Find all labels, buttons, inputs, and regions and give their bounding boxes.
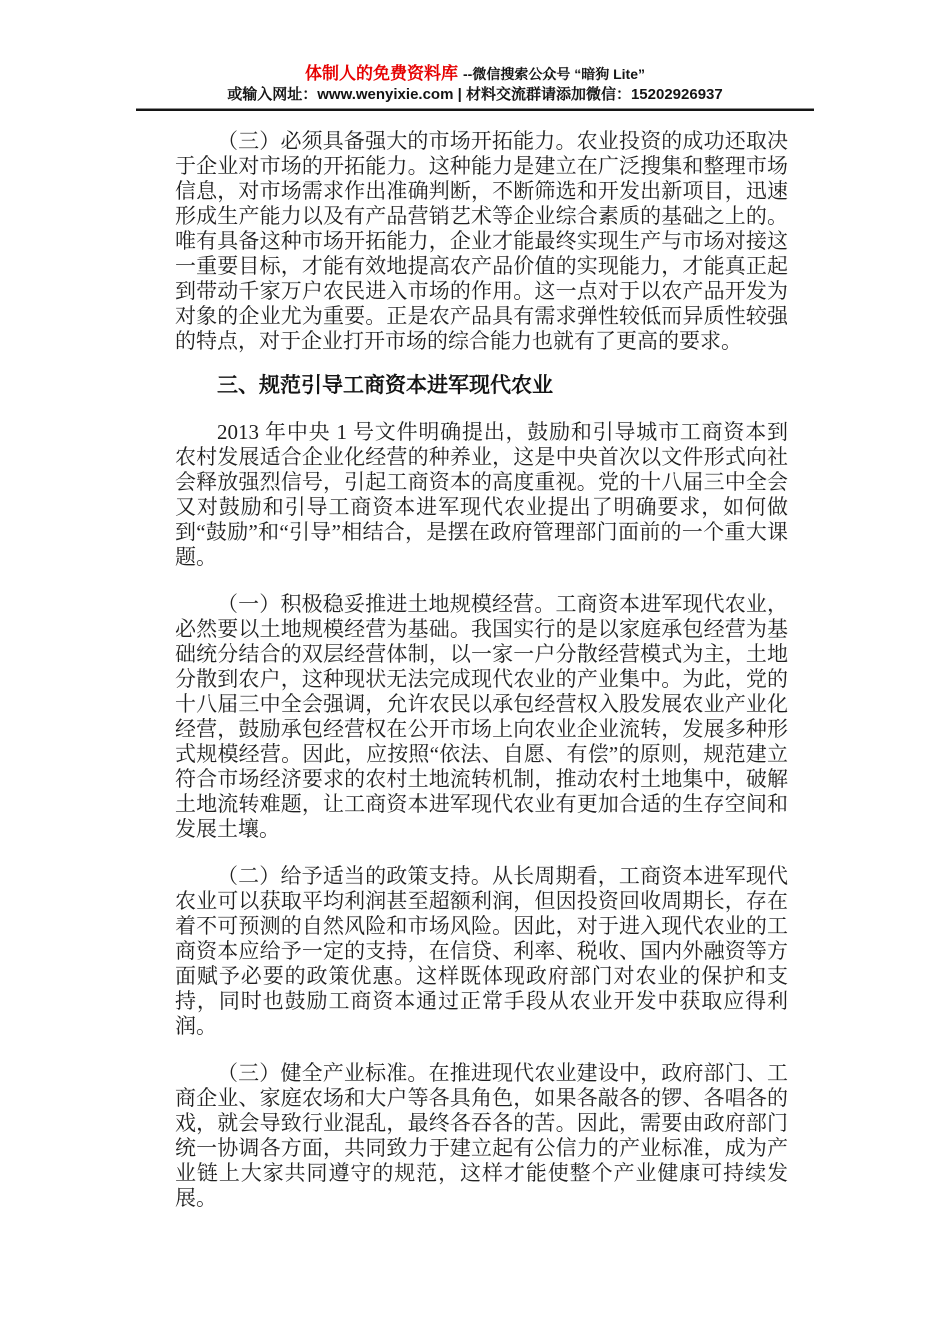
paragraph-market-development-ability: （三）必须具备强大的市场开拓能力。农业投资的成功还取决于企业对市场的开拓能力。这种能力是建立在广泛搜集和整理市场信息，对市场需求作出准确判断，不断筛选和开发出新项目，迅速形成生产能力以及有产品营销艺术等企业综合素质的基础之上的。唯有具备这种市场开拓能力，企业才能最终实现生产与市场对接这一重要目标，才能有效地提高农产品价值的实现能力，才能真正起到带动千家万户农民进入市场的作用。这一点对于以农产品开发为对象的企业尤为重要。正是农产品具有需求弹性较低而异质性较强的特点，对于企业打开市场的综合能力也就有了更高的要求。 [175, 129, 788, 353]
paragraph-industry-standards: （三）健全产业标准。在推进现代农业建设中，政府部门、工商企业、家庭农场和大户等各具角色，如果各敲各的锣、各唱各的戏，就会导致行业混乱，最终各吞各的苦。因此，需要由政府部门统一协调各方面，共同致力于建立起有公信力的产业标准，成为产业链上大家共同遵守的规范，这样才能使整个产业健康可持续发展。 [175, 1061, 788, 1210]
header-divider [136, 108, 814, 111]
document-body [175, 129, 788, 1211]
header-brand-line [0, 64, 950, 85]
brand-tagline: --微信搜索公众号 “暗狗 Lite” [463, 66, 645, 82]
section-heading-3: 三、规范引导工商资本进军现代农业 [217, 374, 553, 397]
paragraph-land-scale-operation: （一）积极稳妥推进土地规模经营。工商资本进军现代农业，必然要以土地规模经营为基础。我国实行的是以家庭承包经营为基础统分结合的双层经营体制，以一家一户分散经营模式为主，土地分散到农户，这种现状无法完成现代农业的产业集中。为此，党的十八届三中全会强调，允许农民以承包经营权入股发展农业产业化经营，鼓励承包经营权在公开市场上向农业企业流转，发展多种形式规模经营。因此，应按照“依法、自愿、有偿”的原则，规范建立符合市场经济要求的农村土地流转机制，推动农村土地集中，破解土地流转难题，让工商资本进军现代农业有更加合适的生存空间和发展土壤。 [175, 592, 788, 841]
paragraph-section3-intro: 2013 年中央 1 号文件明确提出，鼓励和引导城市工商资本到农村发展适合企业化经营的种养业，这是中央首次以文件形式向社会释放强烈信号，引起工商资本的高度重视。党的十八届三中全会又对鼓励和引导工商资本进军现代农业提出了明确要求，如何做到“鼓励”和“引导”相结合，是摆在政府管理部门面前的一个重大课题。 [175, 420, 788, 569]
header-contact-line: 或输入网址：www.wenyixie.com | 材料交流群请添加微信：15202926937 [227, 86, 723, 103]
brand-title: 体制人的免费资料库 [305, 64, 458, 83]
page-header [0, 0, 950, 111]
paragraph-policy-support: （二）给予适当的政策支持。从长周期看，工商资本进军现代农业可以获取平均利润甚至超额利润，但因投资回收周期长，存在着不可预测的自然风险和市场风险。因此，对于进入现代农业的工商资本应给予一定的支持，在信贷、利率、税收、国内外融资等方面赋予必要的政策优惠。这样既体现政府部门对农业的保护和支持，同时也鼓励工商资本通过正常手段从农业开发中获取应得利润。 [175, 864, 788, 1038]
